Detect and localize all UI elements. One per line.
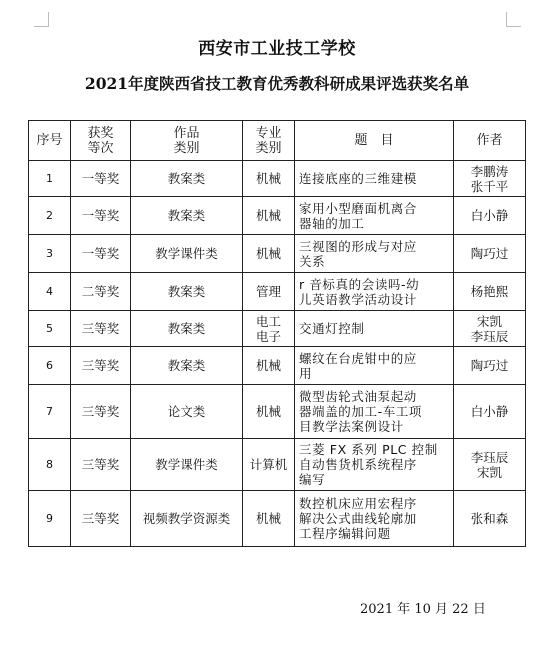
table-row [29, 491, 526, 547]
table-row [29, 347, 526, 385]
header-row [29, 121, 526, 161]
cell-award: 一等奖 [71, 161, 131, 197]
cell-category: 教案类 [131, 273, 243, 311]
cell-no: 9 [29, 491, 71, 547]
cell-major: 机械 [243, 197, 295, 235]
header-author: 作者 [454, 121, 526, 161]
cell-no: 8 [29, 439, 71, 491]
cell-author: 宋凯 李珏辰 [454, 311, 526, 347]
cell-major: 管理 [243, 273, 295, 311]
cell-major: 机械 [243, 385, 295, 439]
header-major: 专业 类别 [243, 121, 295, 161]
header-category: 作品 类别 [131, 121, 243, 161]
cell-author: 李鹏涛 张千平 [454, 161, 526, 197]
cell-category: 教案类 [131, 197, 243, 235]
cell-no: 1 [29, 161, 71, 197]
cell-author: 李珏辰 宋凯 [454, 439, 526, 491]
table-row [29, 385, 526, 439]
cell-author: 杨艳熙 [454, 273, 526, 311]
cell-no: 3 [29, 235, 71, 273]
cell-major: 电工 电子 [243, 311, 295, 347]
table-row [29, 161, 526, 197]
document-title: 2021年度陕西省技工教育优秀教科研成果评选获奖名单 [84, 74, 470, 93]
cell-no: 4 [29, 273, 71, 311]
cell-category: 教学课件类 [131, 235, 243, 273]
table-row [29, 273, 526, 311]
cell-no: 7 [29, 385, 71, 439]
header-topic: 题 目 [295, 121, 454, 161]
cell-topic: r 音标真的会读吗-幼 儿英语教学活动设计 [295, 273, 454, 311]
cell-award: 二等奖 [71, 273, 131, 311]
cell-award: 三等奖 [71, 439, 131, 491]
cell-category: 教案类 [131, 161, 243, 197]
table-row [29, 439, 526, 491]
crop-mark-top-right [506, 12, 521, 27]
cell-award: 三等奖 [71, 347, 131, 385]
cell-topic: 连接底座的三维建模 [295, 161, 454, 197]
cell-no: 2 [29, 197, 71, 235]
cell-category: 教学课件类 [131, 439, 243, 491]
cell-author: 陶巧过 [454, 235, 526, 273]
table-row [29, 311, 526, 347]
cell-topic: 数控机床应用宏程序 解决公式曲线轮廓加 工程序编辑问题 [295, 491, 454, 547]
cell-major: 计算机 [243, 439, 295, 491]
award-table [28, 120, 526, 547]
cell-author: 白小静 [454, 197, 526, 235]
cell-category: 教案类 [131, 347, 243, 385]
table-row [29, 235, 526, 273]
cell-author: 陶巧过 [454, 347, 526, 385]
cell-major: 机械 [243, 235, 295, 273]
cell-topic: 交通灯控制 [295, 311, 454, 347]
cell-author: 张和森 [454, 491, 526, 547]
cell-category: 教案类 [131, 311, 243, 347]
header-no: 序号 [29, 121, 71, 161]
cell-major: 机械 [243, 491, 295, 547]
cell-no: 6 [29, 347, 71, 385]
cell-award: 三等奖 [71, 491, 131, 547]
issue-date: 2021 年 10 月 22 日 [360, 602, 486, 617]
cell-award: 一等奖 [71, 235, 131, 273]
cell-topic: 微型齿轮式油泵起动 器端盖的加工-车工项 目教学法案例设计 [295, 385, 454, 439]
cell-award: 三等奖 [71, 385, 131, 439]
cell-topic: 家用小型磨面机离合 器轴的加工 [295, 197, 454, 235]
cell-major: 机械 [243, 161, 295, 197]
cell-topic: 三视图的形成与对应 关系 [295, 235, 454, 273]
table-row [29, 197, 526, 235]
cell-author: 白小静 [454, 385, 526, 439]
header-award: 获奖 等次 [71, 121, 131, 161]
cell-topic: 螺纹在台虎钳中的应 用 [295, 347, 454, 385]
cell-category: 视频教学资源类 [131, 491, 243, 547]
crop-mark-top-left [34, 12, 49, 27]
cell-no: 5 [29, 311, 71, 347]
cell-category: 论文类 [131, 385, 243, 439]
cell-topic: 三菱 FX 系列 PLC 控制 自动售货机系统程序 编写 [295, 439, 454, 491]
cell-award: 三等奖 [71, 311, 131, 347]
cell-major: 机械 [243, 347, 295, 385]
school-name: 西安市工业技工学校 [198, 39, 356, 59]
cell-award: 一等奖 [71, 197, 131, 235]
